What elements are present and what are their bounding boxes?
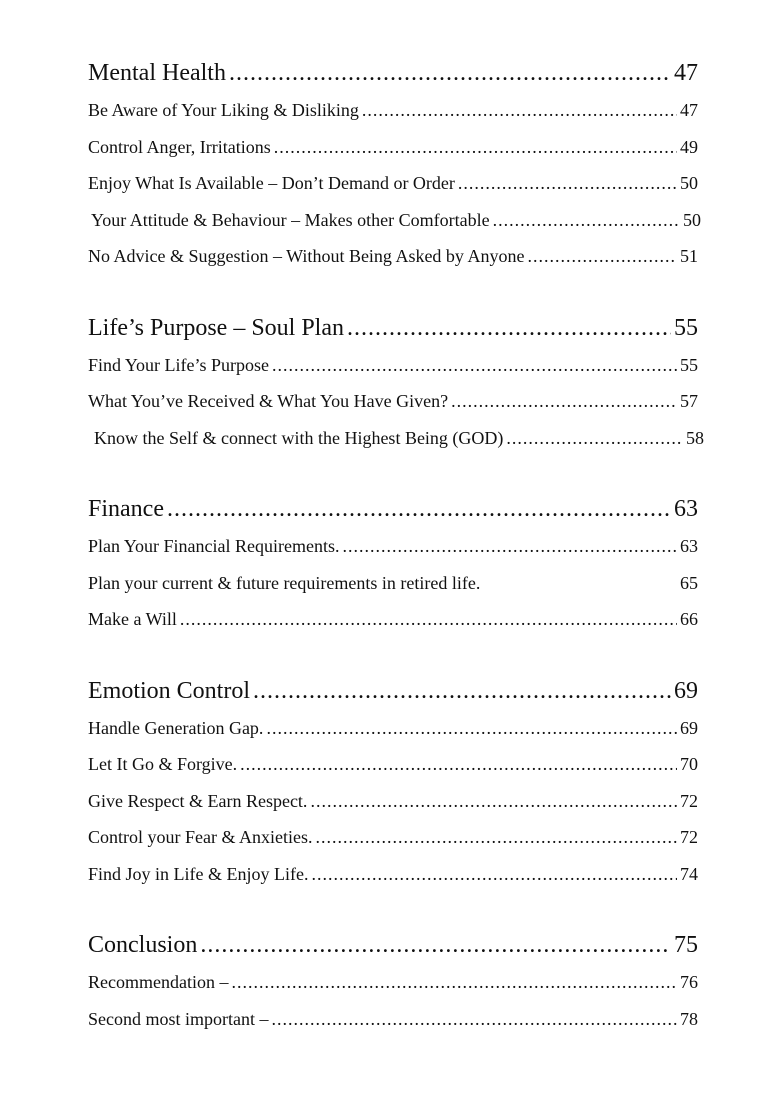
toc-page-number: 47 [674,60,698,86]
toc-entry[interactable] [88,1001,698,1038]
toc-entry[interactable] [88,710,698,747]
toc-page-number: 55 [674,314,698,341]
toc-page-number: 70 [680,754,698,774]
dot-leader [253,672,671,710]
dot-leader [362,92,677,129]
dot-leader [229,54,671,92]
toc-section-finance [88,490,698,638]
toc-section-conclusion [88,926,698,1037]
toc-entry-title: Second most important – [88,1008,269,1029]
toc-entry[interactable] [88,964,698,1001]
toc-entry-title: Plan your current & future requirements in retired life. [88,572,481,593]
toc-section-mental-health [88,54,701,275]
toc-entry-title: Find Joy in Life & Enjoy Life. [88,863,309,884]
dot-leader [506,420,683,457]
toc-entry-title: No Advice & Suggestion – Without Being Asked by Anyone [88,246,525,266]
toc-page-number: 58 [686,427,704,448]
toc-entry-title: Be Aware of Your Liking & Disliking [88,100,359,120]
toc-page-number: 51 [680,246,698,266]
toc-page-number: 47 [680,100,698,120]
toc-heading-title: Life’s Purpose – Soul Plan [88,314,344,341]
toc-page-number: 63 [680,536,698,556]
toc-entry-title: Give Respect & Earn Respect. [88,790,308,811]
toc-entry-title: Enjoy What Is Available – Don’t Demand or Order [88,173,455,193]
toc-heading-title: Finance [88,496,164,522]
dot-leader [274,129,677,166]
toc-entry-title: What You’ve Received & What You Have Given? [88,391,449,411]
toc-page-number: 72 [680,790,698,811]
toc-heading[interactable] [88,926,698,964]
toc-heading-title: Conclusion [88,932,198,958]
toc-entry-title: Know the Self & connect with the Highest Being (GOD) [94,427,504,448]
toc-heading[interactable] [88,54,698,92]
toc-page-number: 74 [680,863,698,884]
toc-entry[interactable] [88,165,698,202]
toc-page-number: 49 [680,136,698,157]
toc-page-number: 57 [680,391,698,411]
dot-leader [315,819,677,856]
dot-leader [200,926,671,964]
dot-leader [458,165,677,202]
toc-entry[interactable] [88,746,698,783]
toc-heading[interactable] [88,672,698,710]
toc-page-number: 50 [683,209,701,230]
dot-leader [527,238,677,275]
toc-section-emotion-control [88,672,698,893]
dot-leader [231,964,677,1001]
dot-leader [240,746,677,783]
toc-entry[interactable] [88,420,704,457]
dot-leader [180,601,677,638]
toc-page-number: 69 [674,677,698,704]
toc-entry[interactable] [88,819,698,856]
toc-entry[interactable] [88,601,698,638]
toc-page-number: 78 [680,1008,698,1029]
dot-leader [493,202,680,239]
toc-entry[interactable] [88,129,698,166]
toc-page-number: 63 [674,496,698,522]
toc-page-number: 69 [680,717,698,738]
toc-entry[interactable] [88,347,698,384]
toc-entry[interactable] [88,202,701,239]
toc-entry-title: Find Your Life’s Purpose [88,354,270,375]
toc-entry-title: Make a Will [88,609,177,629]
dot-leader [451,383,677,420]
toc-entry-title: Your Attitude & Behaviour – Makes other Comfortable [91,209,490,230]
toc-heading-title: Mental Health [88,60,226,86]
toc-heading-title: Emotion Control [88,677,250,704]
toc-page-number: 75 [674,932,698,958]
toc-entry-title: Handle Generation Gap. [88,717,264,738]
toc-entry-title: Let It Go & Forgive. [88,754,238,774]
toc-entry-title: Recommendation – [88,972,229,992]
dot-leader [266,710,677,747]
toc-heading[interactable] [88,490,698,528]
toc-heading[interactable] [88,309,698,347]
toc-entry[interactable] [88,528,698,565]
toc-entry-title: Control Anger, Irritations [88,136,271,157]
toc-entry[interactable] [88,383,698,420]
toc-entry-title: Plan Your Financial Requirements. [88,536,340,556]
toc-page-number: 55 [680,354,698,375]
toc-entry[interactable] [88,238,698,275]
dot-leader [271,1001,677,1038]
toc-page-number: 50 [680,173,698,193]
table-of-contents [88,54,704,1071]
toc-section-lifes-purpose [88,309,704,457]
toc-page-number: 72 [680,827,698,847]
toc-entry[interactable] [88,783,698,820]
dot-leader [167,490,671,528]
toc-entry[interactable] [88,856,698,893]
dot-leader [347,309,671,347]
dot-leader [310,783,677,820]
toc-entry[interactable] [88,565,698,602]
dot-leader [311,856,677,893]
toc-page-number: 76 [680,972,698,992]
dot-leader [272,347,677,384]
dot-leader [342,528,677,565]
toc-page-number: 65 [680,572,698,593]
toc-page-number: 66 [680,609,698,629]
toc-entry[interactable] [88,92,698,129]
toc-entry-title: Control your Fear & Anxieties. [88,827,313,847]
